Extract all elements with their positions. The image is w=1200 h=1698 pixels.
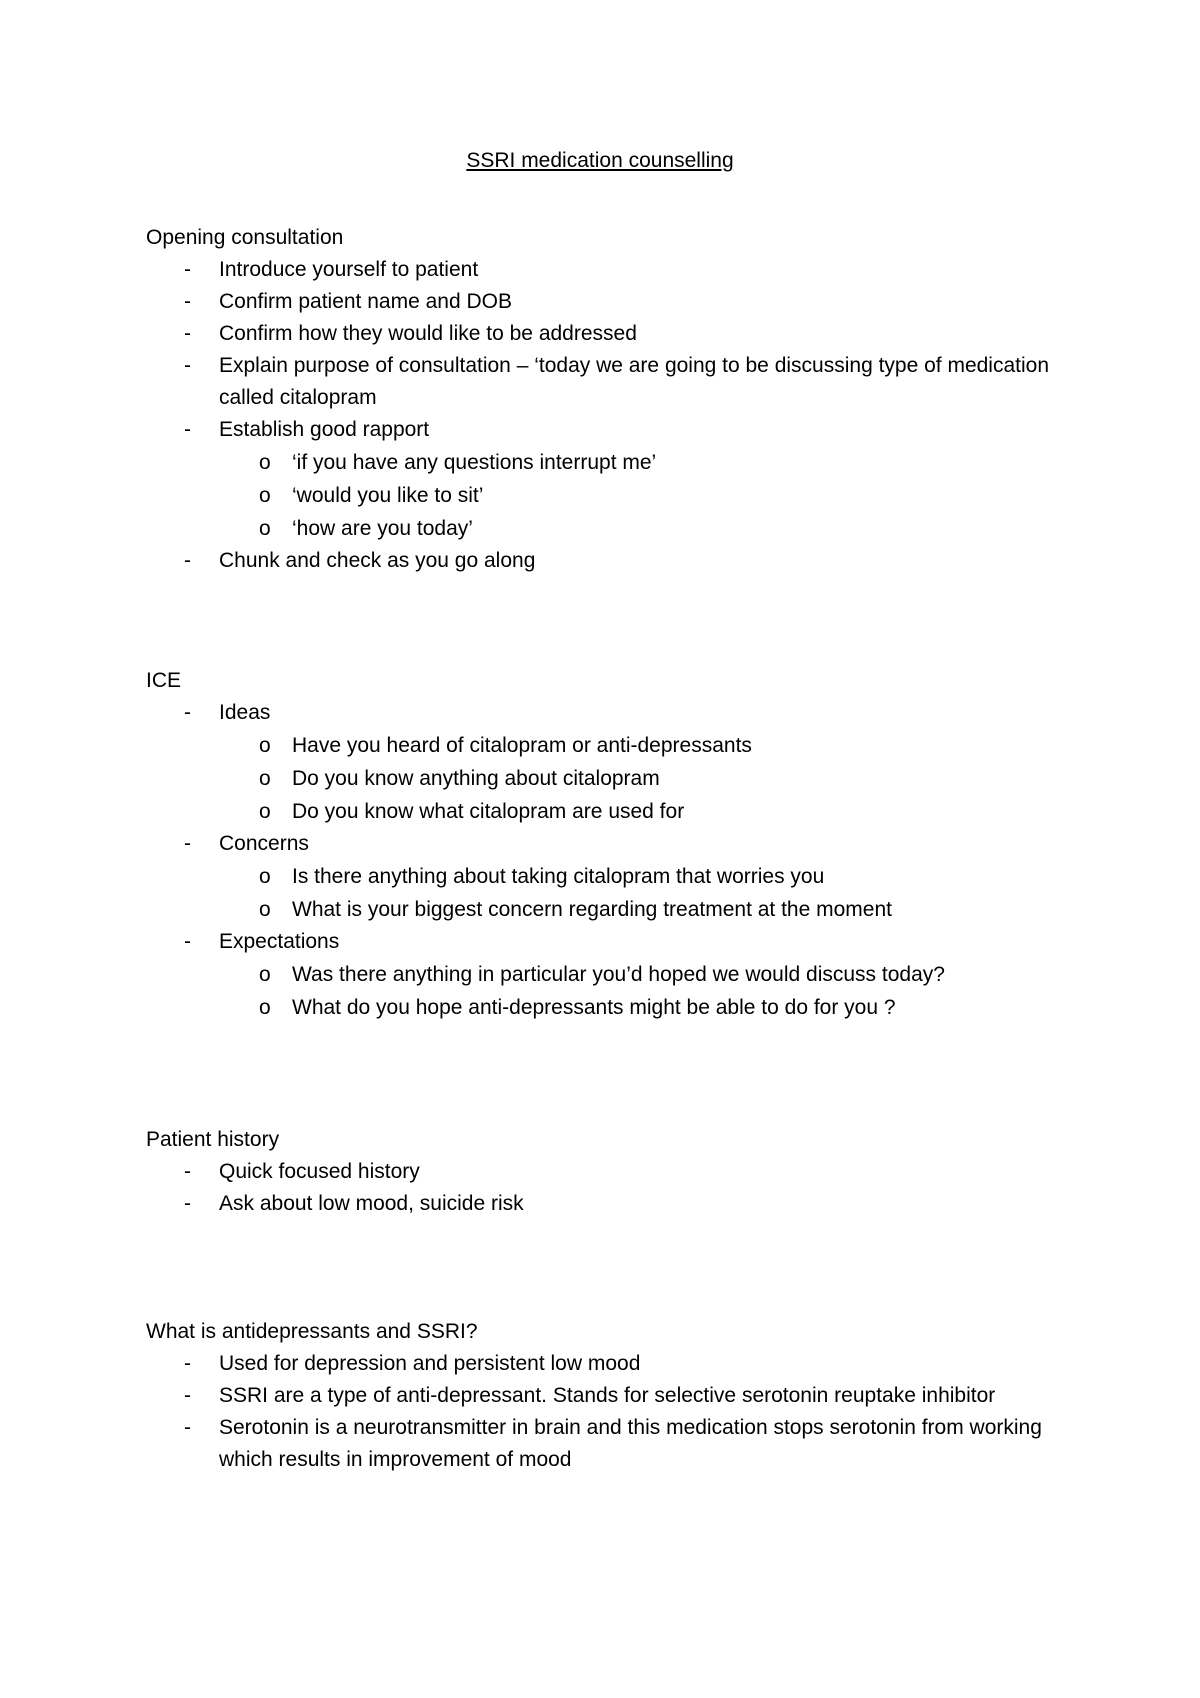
dash-bullet: - [184,1352,191,1375]
list-item: - Introduce yourself to patient [146,254,1096,286]
section-heading: Opening consultation [146,226,344,249]
dash-bullet: - [184,322,191,345]
list-item: - Confirm patient name and DOB [146,286,1096,318]
sub-list-item: o Was there anything in particular you’d hoped we would discuss today? [219,958,1096,991]
sub-bullet-list [219,860,1096,926]
dash-bullet: - [184,354,191,377]
list-item: - Serotonin is a neurotransmitter in brain and this medication stops serotonin from working which results in improvement of mood [146,1412,1096,1476]
dash-bullet: - [184,290,191,313]
sub-list-item: o Do you know what citalopram are used for [219,795,1096,828]
list-item: - Confirm how they would like to be addressed [146,318,1096,350]
dash-bullet: - [184,1384,191,1407]
dash-bullet: - [184,930,191,953]
list-item: - Ask about low mood, suicide risk [146,1188,1096,1220]
bullet-list [146,1156,1096,1220]
section-opening-consultation [146,222,1096,577]
section-heading: Patient history [146,1128,280,1151]
sub-list-item: o Have you heard of citalopram or anti-depressants [219,729,1096,762]
list-item: - Quick focused history [146,1156,1096,1188]
section-heading: ICE [146,669,182,692]
circle-bullet: o [259,517,271,540]
dash-bullet: - [184,832,191,855]
list-item: - Concerns o Is there anything about taking citalopram that worries you o What is your biggest concern regarding treatment at the moment [146,828,1096,926]
sub-list-item: o What do you hope anti-depressants might be able to do for you ? [219,991,1096,1024]
bullet-list [146,697,1096,1024]
list-item: - Chunk and check as you go along [146,545,1096,577]
circle-bullet: o [259,800,271,823]
sub-list-item: o ‘if you have any questions interrupt me’ [219,446,1096,479]
sub-list-item: o ‘would you like to sit’ [219,479,1096,512]
dash-bullet: - [184,258,191,281]
dash-bullet: - [184,1160,191,1183]
list-item: - Explain purpose of consultation – ‘today we are going to be discussing type of medication called citalopram [146,350,1096,414]
circle-bullet: o [259,963,271,986]
sub-list-item: o ‘how are you today’ [219,512,1096,545]
sub-list-item: o What is your biggest concern regarding treatment at the moment [219,893,1096,926]
list-item: - Expectations o Was there anything in particular you’d hoped we would discuss today? o What do you hope anti-depressants might be able to do for you ? [146,926,1096,1024]
section-ice [146,665,1096,1024]
dash-bullet: - [184,549,191,572]
bullet-list [146,254,1096,577]
dash-bullet: - [184,1192,191,1215]
circle-bullet: o [259,767,271,790]
dash-bullet: - [184,1416,191,1439]
list-item: - Ideas o Have you heard of citalopram or anti-depressants o Do you know anything about citalopram o Do you know what citalopram are used for [146,697,1096,828]
list-item: - Establish good rapport o ‘if you have any questions interrupt me’ o ‘would you like to sit’ o ‘how are you today’ [146,414,1096,545]
dash-bullet: - [184,701,191,724]
sub-bullet-list [219,958,1096,1024]
sub-list-item: o Is there anything about taking citalopram that worries you [219,860,1096,893]
sub-bullet-list [219,729,1096,828]
circle-bullet: o [259,865,271,888]
circle-bullet: o [259,734,271,757]
circle-bullet: o [259,996,271,1019]
sub-bullet-list [219,446,1096,545]
circle-bullet: o [259,484,271,507]
list-item: - SSRI are a type of anti-depressant. Stands for selective serotonin reuptake inhibitor [146,1380,1096,1412]
bullet-list [146,1348,1096,1476]
circle-bullet: o [259,898,271,921]
section-what-is-ssri [146,1316,1096,1476]
page-title: SSRI medication counselling [466,149,734,172]
dash-bullet: - [184,418,191,441]
section-patient-history [146,1124,1096,1220]
circle-bullet: o [259,451,271,474]
list-item: - Used for depression and persistent low mood [146,1348,1096,1380]
sub-list-item: o Do you know anything about citalopram [219,762,1096,795]
section-heading: What is antidepressants and SSRI? [146,1320,478,1343]
